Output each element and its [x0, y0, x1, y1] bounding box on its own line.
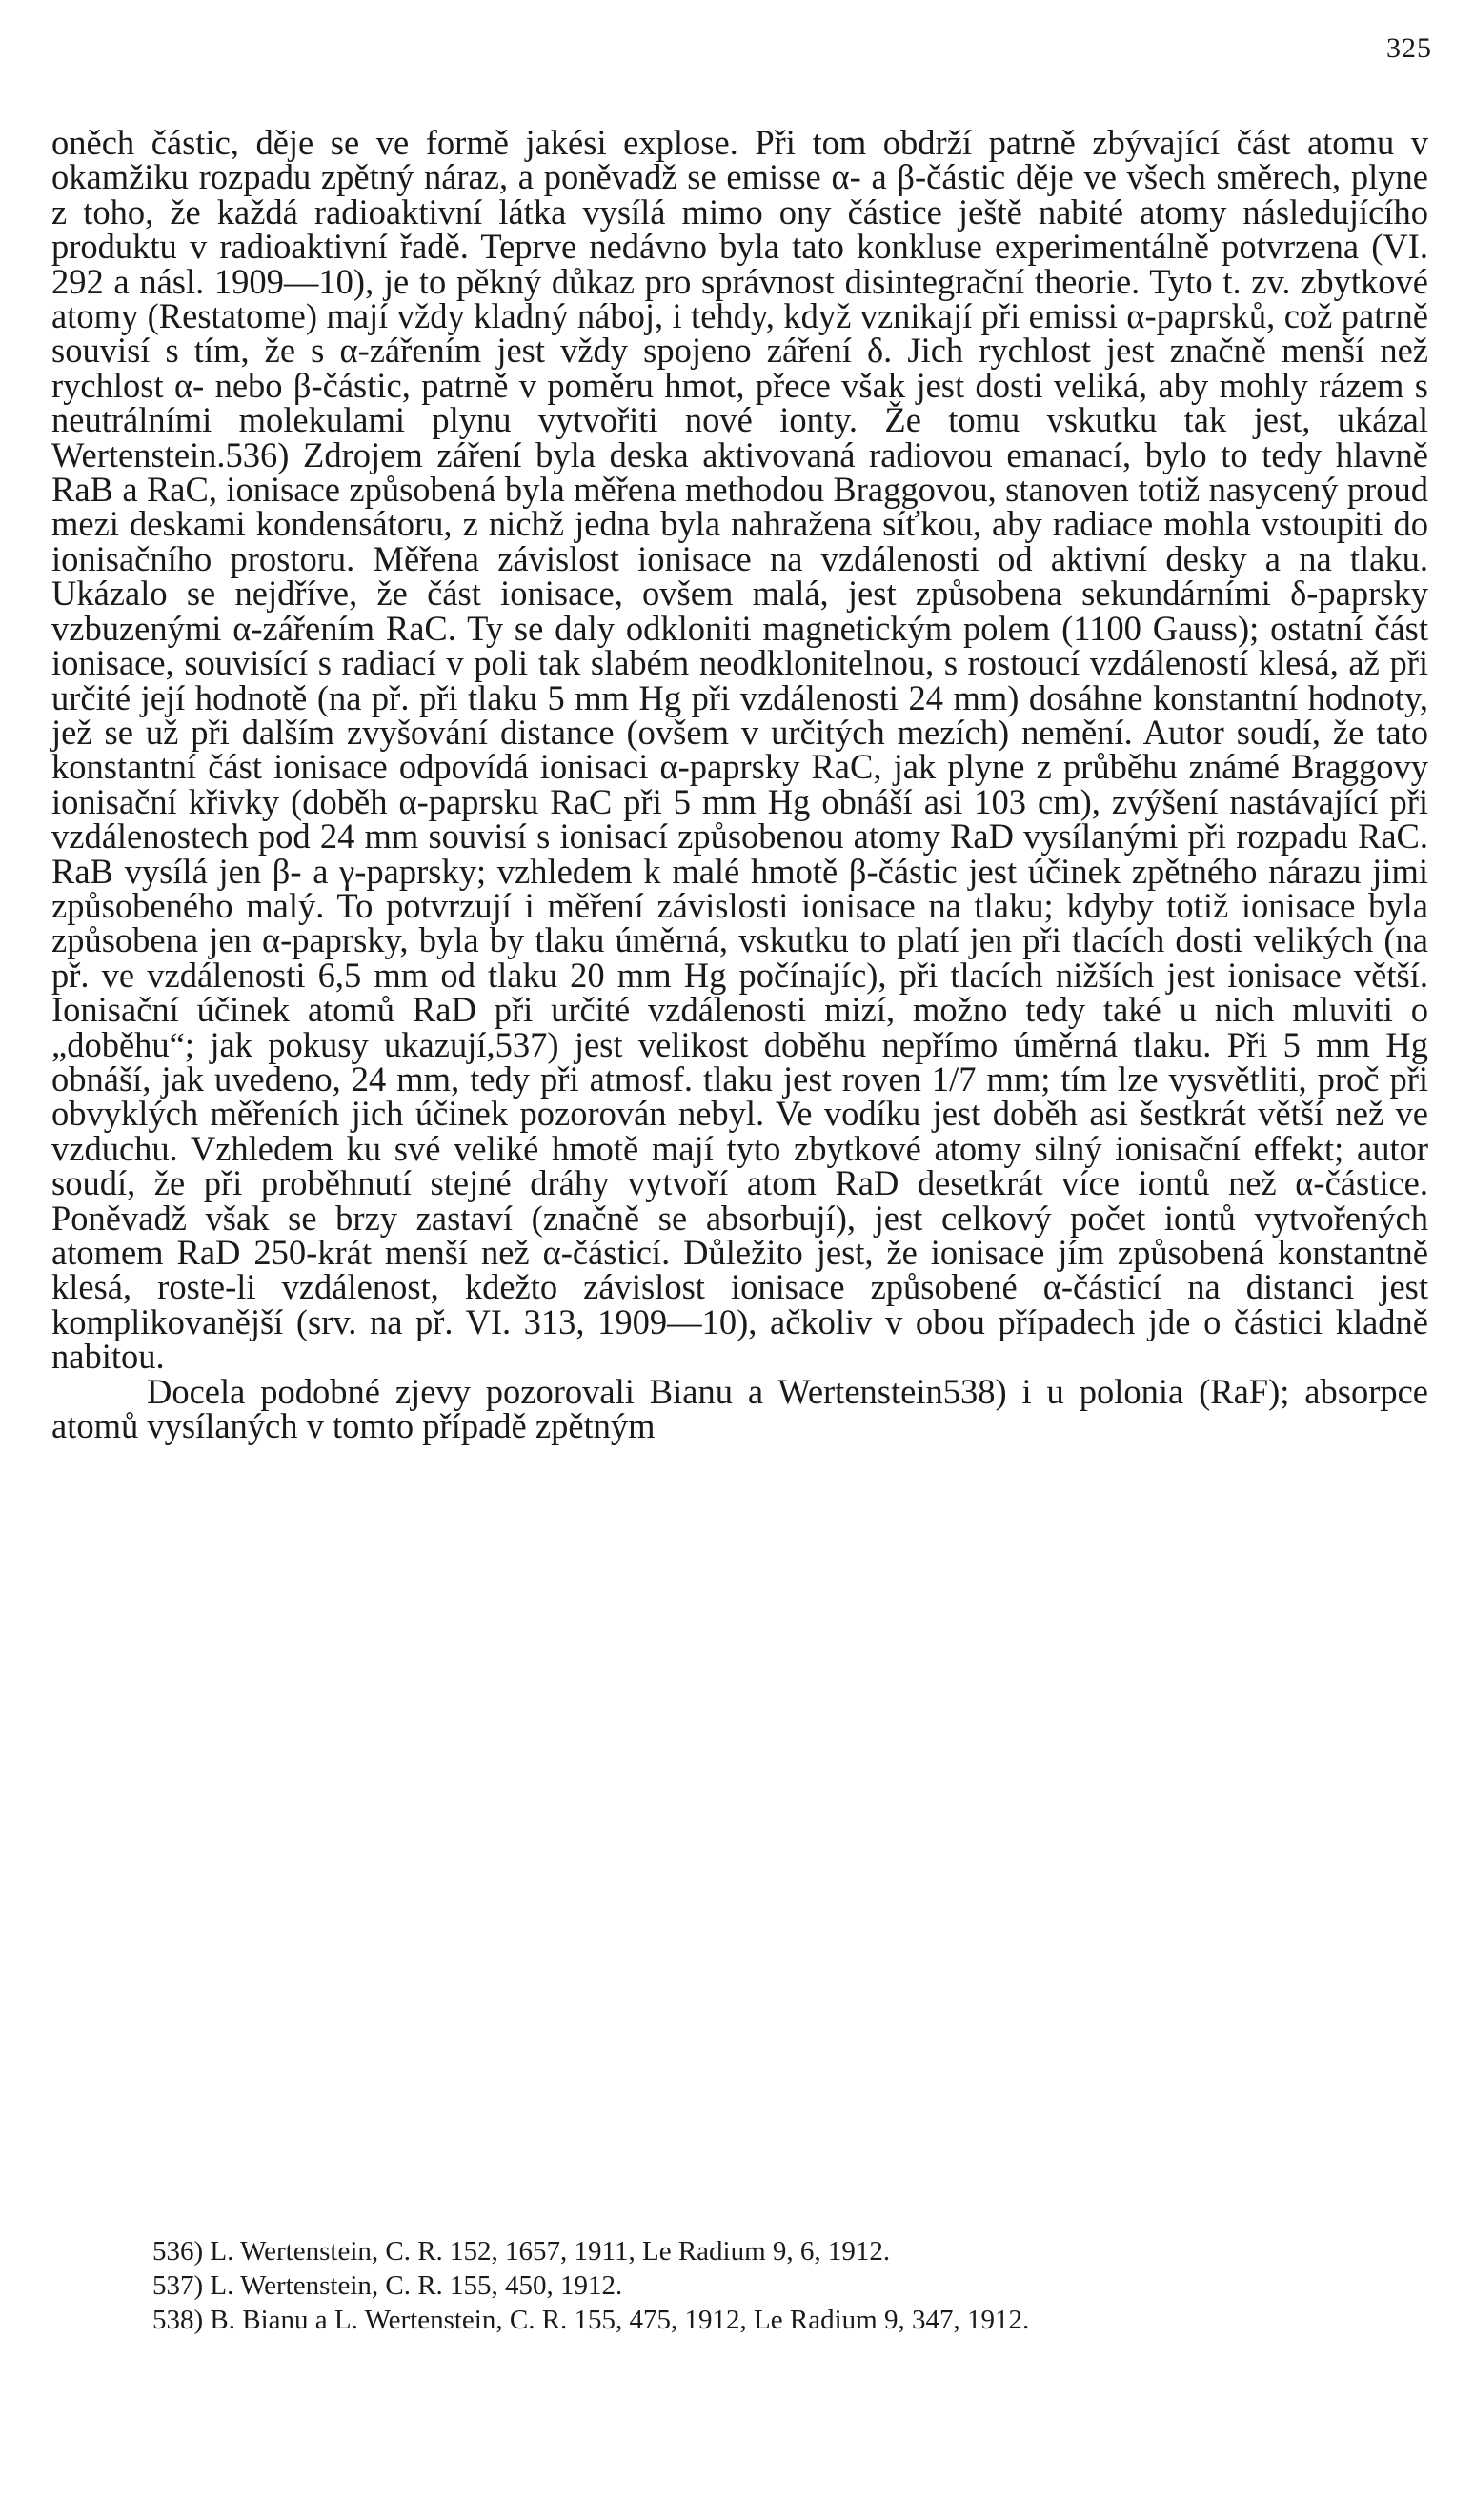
footnotes — [51, 2234, 1428, 2337]
body-text — [51, 123, 1428, 1446]
paragraph-1: oněch částic, děje se ve formě jakési explose. Při tom obdrží patrně zbývající část atomu v okamžiku rozpadu zpětný náraz, a poněvadž se emisse α- a β-částic děje ve všech směrech, plyne z toho, že každá radioaktivní látka vysílá mimo ony částice ještě nabité atomy následujícího produktu v radioaktivní řadě. Teprve nedávno byla tato konkluse experimentálně potvrzena (VI. 292 a násl. 1909—10), je to pěkný důkaz pro správnost disintegrační theorie. Tyto t. zv. zbytkové atomy (Restatome) mají vždy kladný náboj, i tehdy, když vznikají při emissi α-paprsků, což patrně souvisí s tím, že s α-zářením jest vždy spojeno záření δ. Jich rychlost jest značně menší než rychlost α- nebo β-částic, patrně v poměru hmot, přece však jest dosti veliká, aby mohly rázem s neutrálními molekulami plynu vytvořiti nové ionty. Že tomu vskutku tak jest, ukázal Wertenstein.536) Zdrojem záření byla deska aktivovaná radiovou emanací, bylo to tedy hlavně RaB a RaC, ionisace způsobená byla měřena methodou Braggovou, stanoven totiž nasycený proud mezi deskami kondensátoru, z nichž jedna byla nahražena síťkou, aby radiace mohla vstoupiti do ionisačního prostoru. Měřena závislost ionisace na vzdálenosti od aktivní desky a na tlaku. Ukázalo se nejdříve, že část ionisace, ovšem malá, jest způsobena sekundárními δ-paprsky vzbuzenými α-zářením RaC. Ty se daly odkloniti magnetickým polem (1100 Gauss); ostatní část ionisace, souvisící s radiací v poli tak slabém neodklonitelnou, s rostoucí vzdáleností klesá, až při určité její hodnotě (na př. při tlaku 5 mm Hg při vzdálenosti 24 mm) dosáhne konstantní hodnoty, jež se už při dalším zvyšování distance (ovšem v určitých mezích) nemění. Autor soudí, že tato konstantní část ionisace odpovídá ionisaci α-paprsky RaC, jak plyne z průběhu známé Braggovy ionisační křivky (doběh α-paprsku RaC při 5 mm Hg obnáší asi 103 cm), zvýšení nastávající při vzdálenostech pod 24 mm souvisí s ionisací způsobenou atomy RaD vysílanými při rozpadu RaC. RaB vysílá jen β- a γ-paprsky; vzhledem k malé hmotě β-částic jest účinek zpětného nárazu jimi způsobeného malý. To potvrzují i měření závislosti ionisace na tlaku; kdyby totiž ionisace byla způsobena jen α-paprsky, byla by tlaku úměrná, vskutku to platí jen při tlacích dosti velikých (na př. ve vzdálenosti 6,5 mm od tlaku 20 mm Hg počínajíc), při tlacích nižších jest ionisace větší. Ionisační účinek atomů RaD při určité vzdálenosti mizí, možno tedy také u nich mluviti o „doběhu“; jak pokusy ukazují,537) jest velikost doběhu nepřímo úměrná tlaku. Při 5 mm Hg obnáší, jak uvedeno, 24 mm, tedy při atmosf. tlaku jest roven 1/7 mm; tím lze vysvětliti, proč při obvyklých měřeních jich účinek pozorován nebyl. Ve vodíku jest doběh asi šestkrát větší než ve vzduchu. Vzhledem ku své veliké hmotě mají tyto zbytkové atomy silný ionisační effekt; autor soudí, že při proběhnutí stejné dráhy vytvoří atom RaD desetkrát více iontů než α-částice. Poněvadž však se brzy zastaví (značně se absorbují), jest celkový počet iontů vytvořených atomem RaD 250-krát menší než α-částicí. Důležito jest, že ionisace jím způsobená konstantně klesá, roste-li vzdálenost, kdežto závislost ionisace způsobené α-částicí na distanci jest komplikovanější (srv. na př. VI. 313, 1909—10), ačkoliv v obou případech jde o částici kladně nabitou. — [51, 123, 1428, 1377]
footnote-537: 537) L. Wertenstein, C. R. 155, 450, 1912. — [152, 2270, 623, 2301]
paragraph-2: Docela podobné zjevy pozorovali Bianu a Wertenstein538) i u polonia (RaF); absorpce atomů vysílaných v tomto případě zpětným — [51, 1371, 1428, 1446]
page-number: 325 — [1386, 32, 1432, 64]
footnote-538: 538) B. Bianu a L. Wertenstein, C. R. 155, 475, 1912, Le Radium 9, 347, 1912. — [152, 2305, 1030, 2335]
footnote-536: 536) L. Wertenstein, C. R. 152, 1657, 1911, Le Radium 9, 6, 1912. — [152, 2236, 891, 2267]
